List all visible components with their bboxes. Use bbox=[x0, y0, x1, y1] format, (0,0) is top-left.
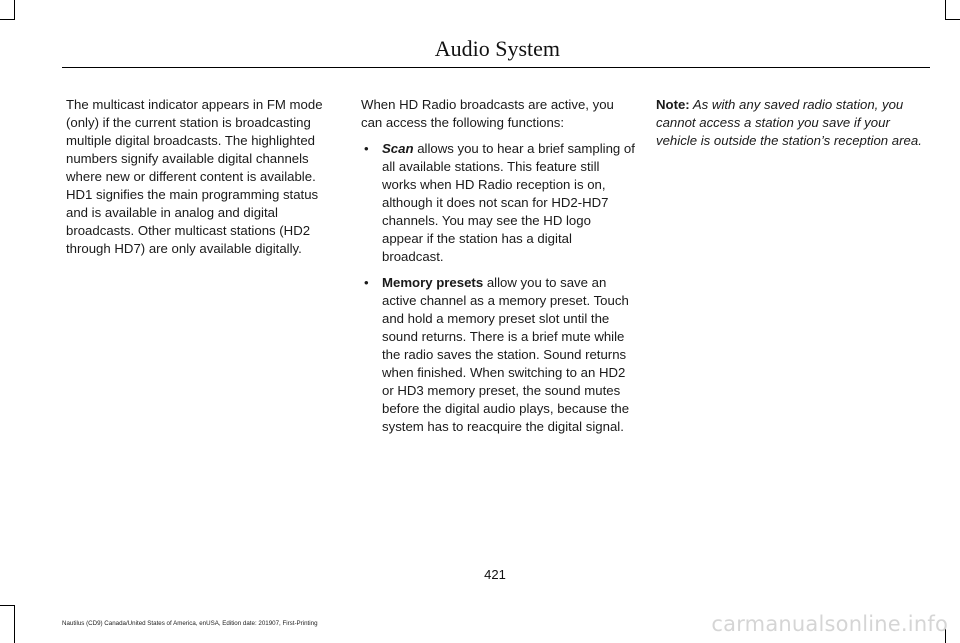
note-paragraph bbox=[656, 96, 932, 150]
edition-footer: Nautilus (CD9) Canada/United States of America, enUSA, Edition date: 201907, First-Printing bbox=[62, 620, 318, 627]
crop-mark-bottom-left bbox=[14, 605, 15, 643]
page-number: 421 bbox=[484, 567, 506, 582]
memory-presets-term: Memory presets bbox=[382, 275, 484, 290]
crop-mark-bottom-left bbox=[0, 605, 15, 606]
scan-description: allows you to hear a brief sampling of all available stations. This feature still works when HD Radio reception is on, although it does not scan for HD2-HD7 channels. You may see the HD logo appear if the station has a digital broadcast. bbox=[382, 141, 635, 264]
note-label: Note: bbox=[656, 97, 690, 112]
crop-mark-top-right bbox=[945, 19, 960, 20]
list-item-memory-presets bbox=[361, 274, 635, 436]
page-title: Audio System bbox=[434, 36, 560, 61]
bullet-icon: • bbox=[364, 275, 369, 290]
multicast-paragraph: The multicast indicator appears in FM mode (only) if the current station is broadcasting multiple digital broadcasts. The highlighted numbers signify available digital channels where new or different content is available. HD1 signifies the main programming status and is available in analog and digital broadcasts. Other multicast stations (HD2 through HD7) are only available digitally. bbox=[66, 97, 323, 256]
column-right bbox=[656, 96, 932, 150]
memory-presets-description: allow you to save an active channel as a memory preset. Touch and hold a memory preset slot until the sound returns. There is a brief mute while the radio saves the station. Sound returns when finished. When switching to an HD2 or HD3 memory preset, the sound mutes before the digital audio plays, because the system has to reacquire the digital signal. bbox=[382, 275, 630, 434]
crop-mark-top-left bbox=[0, 19, 15, 20]
watermark: carmanualsonline.info bbox=[711, 612, 948, 636]
crop-mark-top-left bbox=[14, 0, 15, 20]
column-middle bbox=[361, 96, 635, 444]
crop-mark-top-right bbox=[945, 0, 946, 20]
hd-radio-intro: When HD Radio broadcasts are active, you can access the following functions: bbox=[361, 97, 614, 130]
column-left bbox=[66, 96, 340, 258]
title-rule bbox=[62, 67, 930, 68]
note-text: As with any saved radio station, you cannot access a station you save if your vehicle is outside the station’s reception area. bbox=[656, 97, 922, 148]
list-item-scan bbox=[361, 140, 635, 266]
function-list bbox=[361, 140, 635, 436]
bullet-icon: • bbox=[364, 141, 369, 156]
scan-term: Scan bbox=[382, 141, 414, 156]
